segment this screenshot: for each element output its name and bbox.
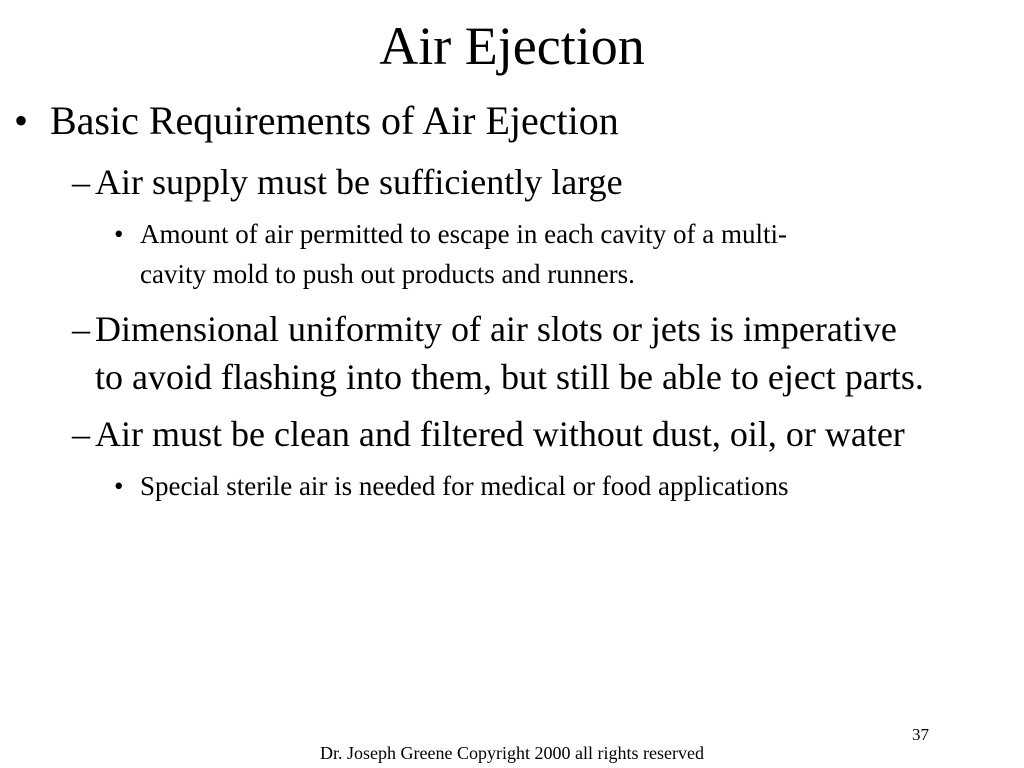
dash-marker: – xyxy=(72,309,90,349)
bullet-basic-requirements: Basic Requirements of Air Ejection xyxy=(50,98,619,143)
detail-amount-of-air-line-2: cavity mold to push out products and runners. xyxy=(140,259,635,289)
subbullet-air-supply: Air supply must be sufficiently large xyxy=(95,162,623,202)
detail-sterile-air: Special sterile air is needed for medical or food applications xyxy=(140,471,789,501)
bullet-marker: • xyxy=(14,98,29,143)
detail-amount-of-air-line-1: Amount of air permitted to escape in each cavity of a multi- xyxy=(140,219,788,249)
dash-marker: – xyxy=(72,414,90,454)
subbullet-dimensional-uniformity-line-2: to avoid flashing into them, but still be able to eject parts. xyxy=(95,357,924,397)
slide-number: 37 xyxy=(912,725,929,744)
subbullet-dimensional-uniformity-line-1: Dimensional uniformity of air slots or jets is imperative xyxy=(95,309,897,349)
bullet-marker: • xyxy=(114,471,124,501)
slide-title: Air Ejection xyxy=(379,16,645,76)
bullet-marker: • xyxy=(114,219,124,249)
footer-copyright: Dr. Joseph Greene Copyright 2000 all rights reserved xyxy=(320,743,704,763)
dash-marker: – xyxy=(72,162,90,202)
subbullet-clean-air: Air must be clean and filtered without dust, oil, or water xyxy=(95,414,905,454)
